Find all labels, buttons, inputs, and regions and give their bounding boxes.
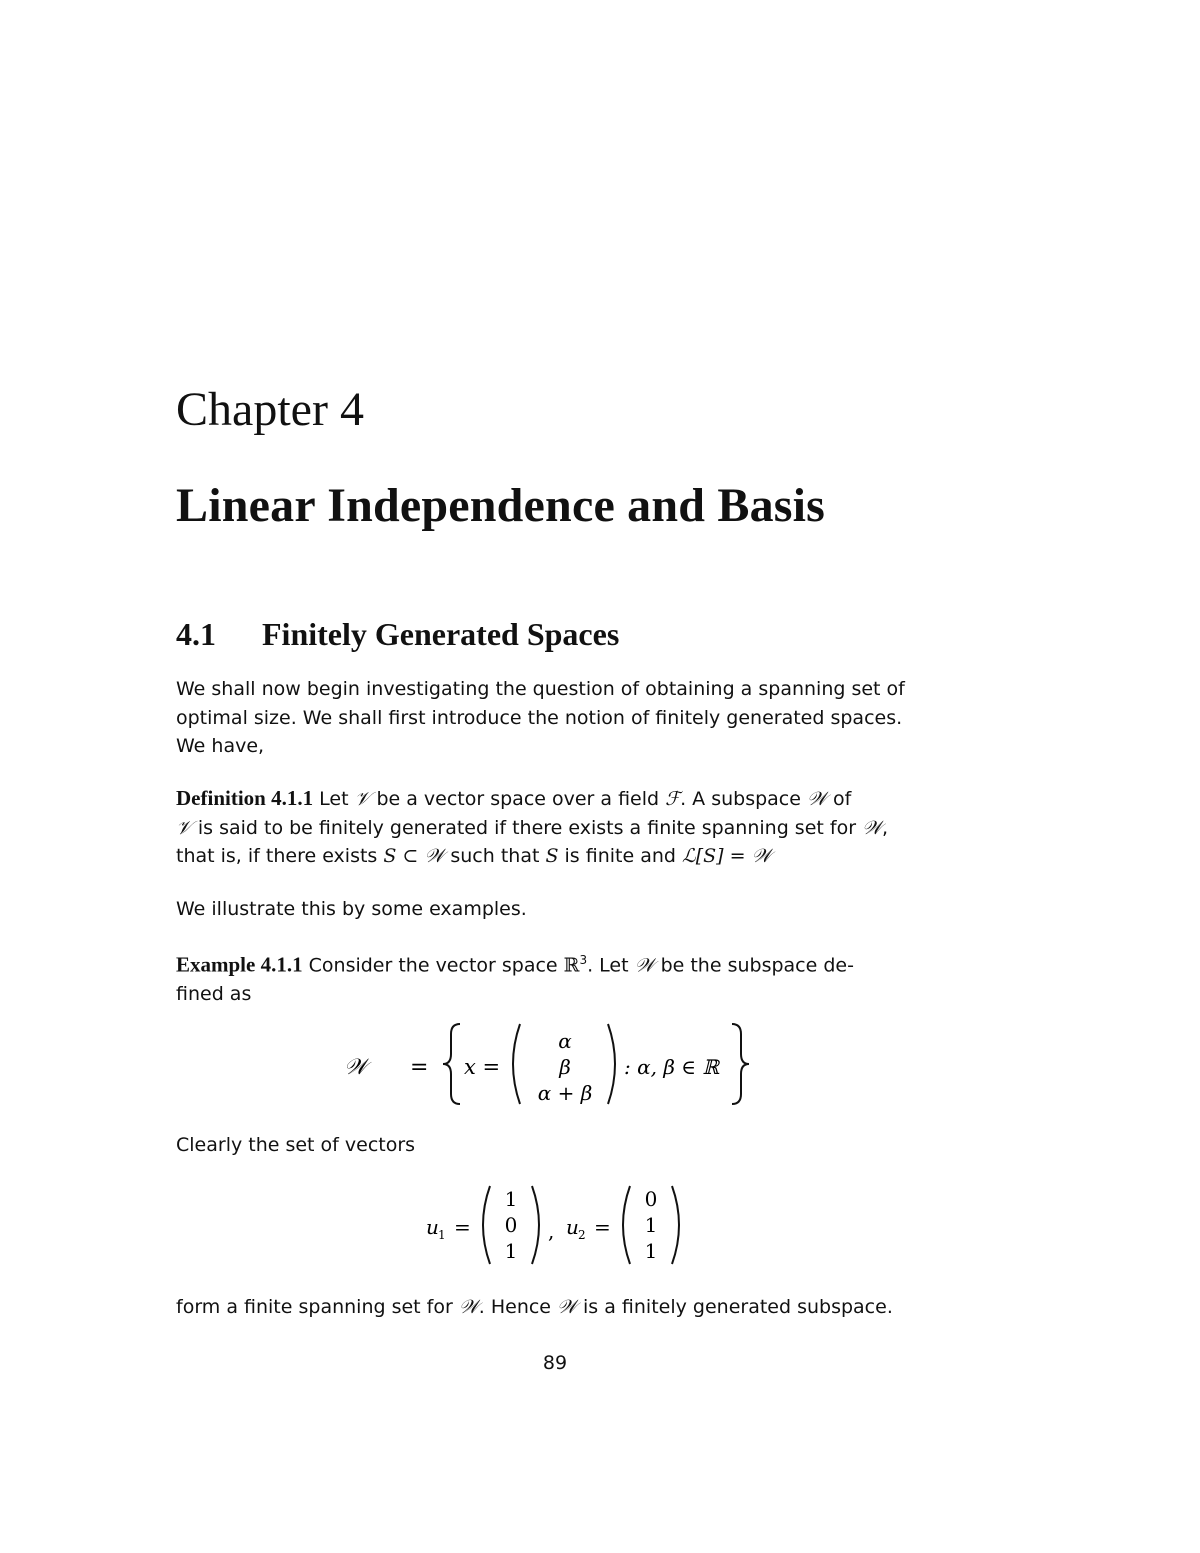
definition-text: such that xyxy=(444,845,546,867)
math-W: 𝒲 xyxy=(458,1296,479,1318)
left-brace xyxy=(443,1024,460,1104)
u2-subscript: 2 xyxy=(578,1228,586,1242)
math-W: 𝒲 xyxy=(634,954,655,977)
u2-entry-1: 0 xyxy=(644,1187,658,1211)
math-bracket: [S] = xyxy=(695,845,752,867)
math-subset: ⊂ xyxy=(396,845,425,867)
vector-left-paren xyxy=(513,1024,520,1104)
u1-subscript: 1 xyxy=(438,1228,446,1242)
conclusion-text: . Hence xyxy=(478,1296,558,1318)
definition-text: that is, if there exists xyxy=(176,845,384,867)
vector-entry-1: α xyxy=(558,1029,572,1053)
math-V: 𝒱 xyxy=(354,788,371,810)
u2-entry-3: 1 xyxy=(644,1239,658,1263)
equation-condition: : α, β ∈ ℝ xyxy=(624,1055,720,1079)
u2-equals: = xyxy=(594,1215,611,1239)
definition-text: of xyxy=(826,788,852,810)
u1-entry-3: 1 xyxy=(504,1239,518,1263)
math-W: 𝒲 xyxy=(862,816,882,839)
section-title: Finitely Generated Spaces xyxy=(262,616,620,652)
definition-text: Let xyxy=(313,788,355,810)
math-V: 𝒱 xyxy=(176,816,192,839)
definition-text: , xyxy=(881,816,889,839)
vector-entry-2: β xyxy=(559,1055,571,1079)
section-heading xyxy=(176,614,619,654)
clearly-sentence: Clearly the set of vectors xyxy=(176,1134,416,1156)
equation-equals: = xyxy=(410,1055,429,1080)
conclusion-text: form a finite spanning set for xyxy=(176,1296,459,1318)
equation-x-equals: x = xyxy=(464,1055,501,1079)
vector-entry-3: α + β xyxy=(537,1081,593,1105)
u1-left-paren xyxy=(483,1186,490,1264)
u1-right-paren xyxy=(532,1186,539,1264)
equation-spanning-vectors xyxy=(420,1180,690,1270)
math-S: S xyxy=(545,845,559,867)
equation-lhs: 𝒲 xyxy=(344,1055,368,1080)
intro-line-3: We have, xyxy=(176,735,265,757)
example-text: be the subspace de- xyxy=(654,954,854,977)
example-label: Example 4.1.1 xyxy=(176,952,303,977)
definition-text: is said to be finitely generated if there exists a finite spanning set for xyxy=(191,816,863,839)
u2-symbol: u xyxy=(566,1215,579,1239)
u1-equals: = xyxy=(454,1215,471,1239)
definition-label: Definition 4.1.1 xyxy=(176,786,314,810)
u1-entry-2: 0 xyxy=(504,1213,518,1237)
math-W: 𝒲 xyxy=(557,1296,577,1318)
math-W: 𝒲 xyxy=(751,845,772,867)
example-text: . Let xyxy=(587,954,635,977)
u1-entry-1: 1 xyxy=(504,1187,518,1211)
right-brace xyxy=(732,1024,749,1104)
example-text: fined as xyxy=(176,982,252,1005)
section-number: 4.1 xyxy=(176,616,216,652)
math-F: ℱ xyxy=(665,788,681,810)
intro-line-1: We shall now begin investigating the question of obtaining a spanning set of xyxy=(176,678,905,700)
conclusion-sentence xyxy=(176,1293,946,1322)
math-W: 𝒲 xyxy=(806,788,827,810)
definition-text: . A subspace xyxy=(680,788,807,810)
math-superscript: 3 xyxy=(579,953,588,967)
chapter-label: Chapter 4 xyxy=(176,383,364,436)
definition-text: is finite and xyxy=(558,845,682,867)
example-text: Consider the vector space xyxy=(302,954,564,977)
definition-text: be a vector space over a field xyxy=(370,788,666,810)
u2-entry-2: 1 xyxy=(644,1213,658,1237)
definition-paragraph xyxy=(176,784,946,871)
example-paragraph xyxy=(176,946,946,1008)
vector-comma: , xyxy=(548,1219,555,1243)
equation-subspace-definition xyxy=(330,1020,770,1110)
illustrate-sentence: We illustrate this by some examples. xyxy=(176,898,527,920)
conclusion-text: is a finitely generated subspace. xyxy=(576,1296,893,1318)
math-R: ℝ xyxy=(563,954,580,977)
math-W: 𝒲 xyxy=(424,845,445,867)
u2-right-paren xyxy=(672,1186,679,1264)
math-L: ℒ xyxy=(682,845,696,867)
intro-line-2: optimal size. We shall first introduce the notion of finitely generated spaces. xyxy=(176,706,903,729)
u1-symbol: u xyxy=(426,1215,439,1239)
page-number: 89 xyxy=(542,1352,568,1374)
u2-left-paren xyxy=(623,1186,630,1264)
math-S: S xyxy=(383,845,397,867)
chapter-title: Linear Independence and Basis xyxy=(176,479,826,532)
intro-paragraph xyxy=(176,675,946,761)
vector-right-paren xyxy=(608,1024,615,1104)
